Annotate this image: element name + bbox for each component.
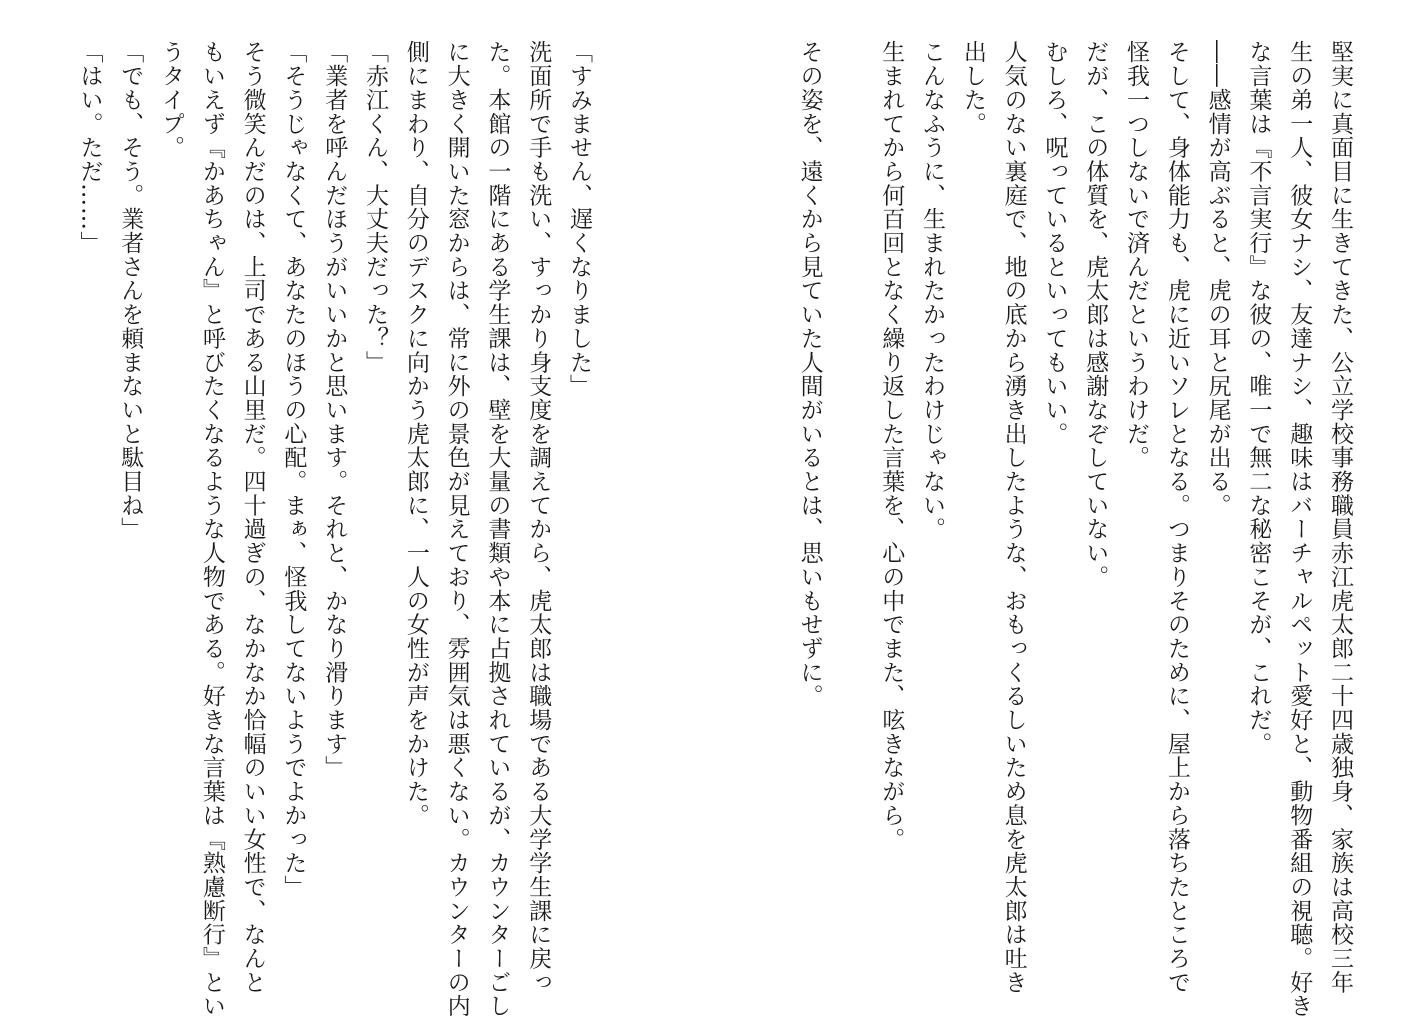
text-line: 怪我一つしないで済んだというわけだ。 — [1123, 40, 1150, 470]
text-line: 「そうじゃなくて、あなたのほうの心配。まぁ、怪我してないようでよかった」 — [280, 40, 307, 899]
text-line: に大きく開いた窓からは、常に外の景色が見えており、雰囲気は悪くない。カウンターの内 — [443, 40, 470, 1018]
text-line: ――感情が高ぶると、虎の耳と尻尾が出る。 — [1204, 40, 1231, 517]
text-line: 洗面所で手も洗い、すっかり身支度を調えてから、虎太郎は職場である大学学生課に戻っ — [525, 40, 552, 994]
text-line: その姿を、遠くから見ていた人間がいるとは、思いもせずに。 — [796, 40, 823, 708]
text-line: な言葉は『不言実行』な彼の、唯一で無二な秘密こそが、これだ。 — [1245, 40, 1272, 756]
text-line — [830, 40, 871, 980]
text-line: 「はい。ただ……」 — [76, 40, 103, 255]
text-line: だが、この体質を、虎太郎は感謝なぞしていない。 — [1082, 40, 1109, 589]
text-line: 「でも、そう。業者さんを頼まないと駄目ね」 — [117, 40, 144, 541]
text-line: 堅実に真面目に生きてきた、公立学校事務職員赤江虎太郎二十四歳独身、家族は高校三年 — [1327, 40, 1353, 994]
text-line: そして、身体能力も、虎に近いソレとなる。つまりそのために、屋上から落ちたところで — [1163, 40, 1190, 994]
text-line: そう微笑んだのは、上司である山里だ。四十過ぎの、なかなか恰幅のいい女性で、なんと — [239, 40, 266, 994]
text-line: もいえず『かあちゃん』と呼びたくなるような人物である。好きな言葉は『熟慮断行』とい — [198, 40, 225, 1018]
text-line: むしろ、呪っているといってもいい。 — [1041, 40, 1068, 446]
text-line: た。本館の一階にある学生課は、壁を大量の書類や本に占拠されているが、カウンターごし — [484, 40, 511, 1018]
left-page-text — [76, 40, 599, 1018]
text-line: 生まれてから何百回となく繰り返した言葉を、心の中でまた、呟きながら。 — [878, 40, 905, 851]
text-line: 側にまわり、自分のデスクに向かう虎太郎に、一人の女性が声をかけた。 — [402, 40, 429, 828]
text-line: 生の弟一人、彼女ナシ、友達ナシ、趣味はバーチャルペット愛好と、動物番組の視聴。好き — [1286, 40, 1313, 1018]
text-line: 「業者を呼んだほうがいいかと思います。それと、かなり滑ります」 — [321, 40, 348, 780]
text-line: うタイプ。 — [158, 40, 185, 160]
text-line: 人気のない裏庭で、地の底から湧き出したような、おもっくるしいため息を虎太郎は吐き — [1000, 40, 1027, 994]
text-line: 「すみません、遅くなりました」 — [566, 40, 592, 398]
text-line: 出した。 — [959, 40, 986, 136]
text-line: こんなふうに、生まれたかったわけじゃない。 — [919, 40, 946, 541]
text-line: 「赤江くん、大丈夫だった？」 — [362, 40, 389, 374]
right-page-text — [796, 40, 1360, 1018]
